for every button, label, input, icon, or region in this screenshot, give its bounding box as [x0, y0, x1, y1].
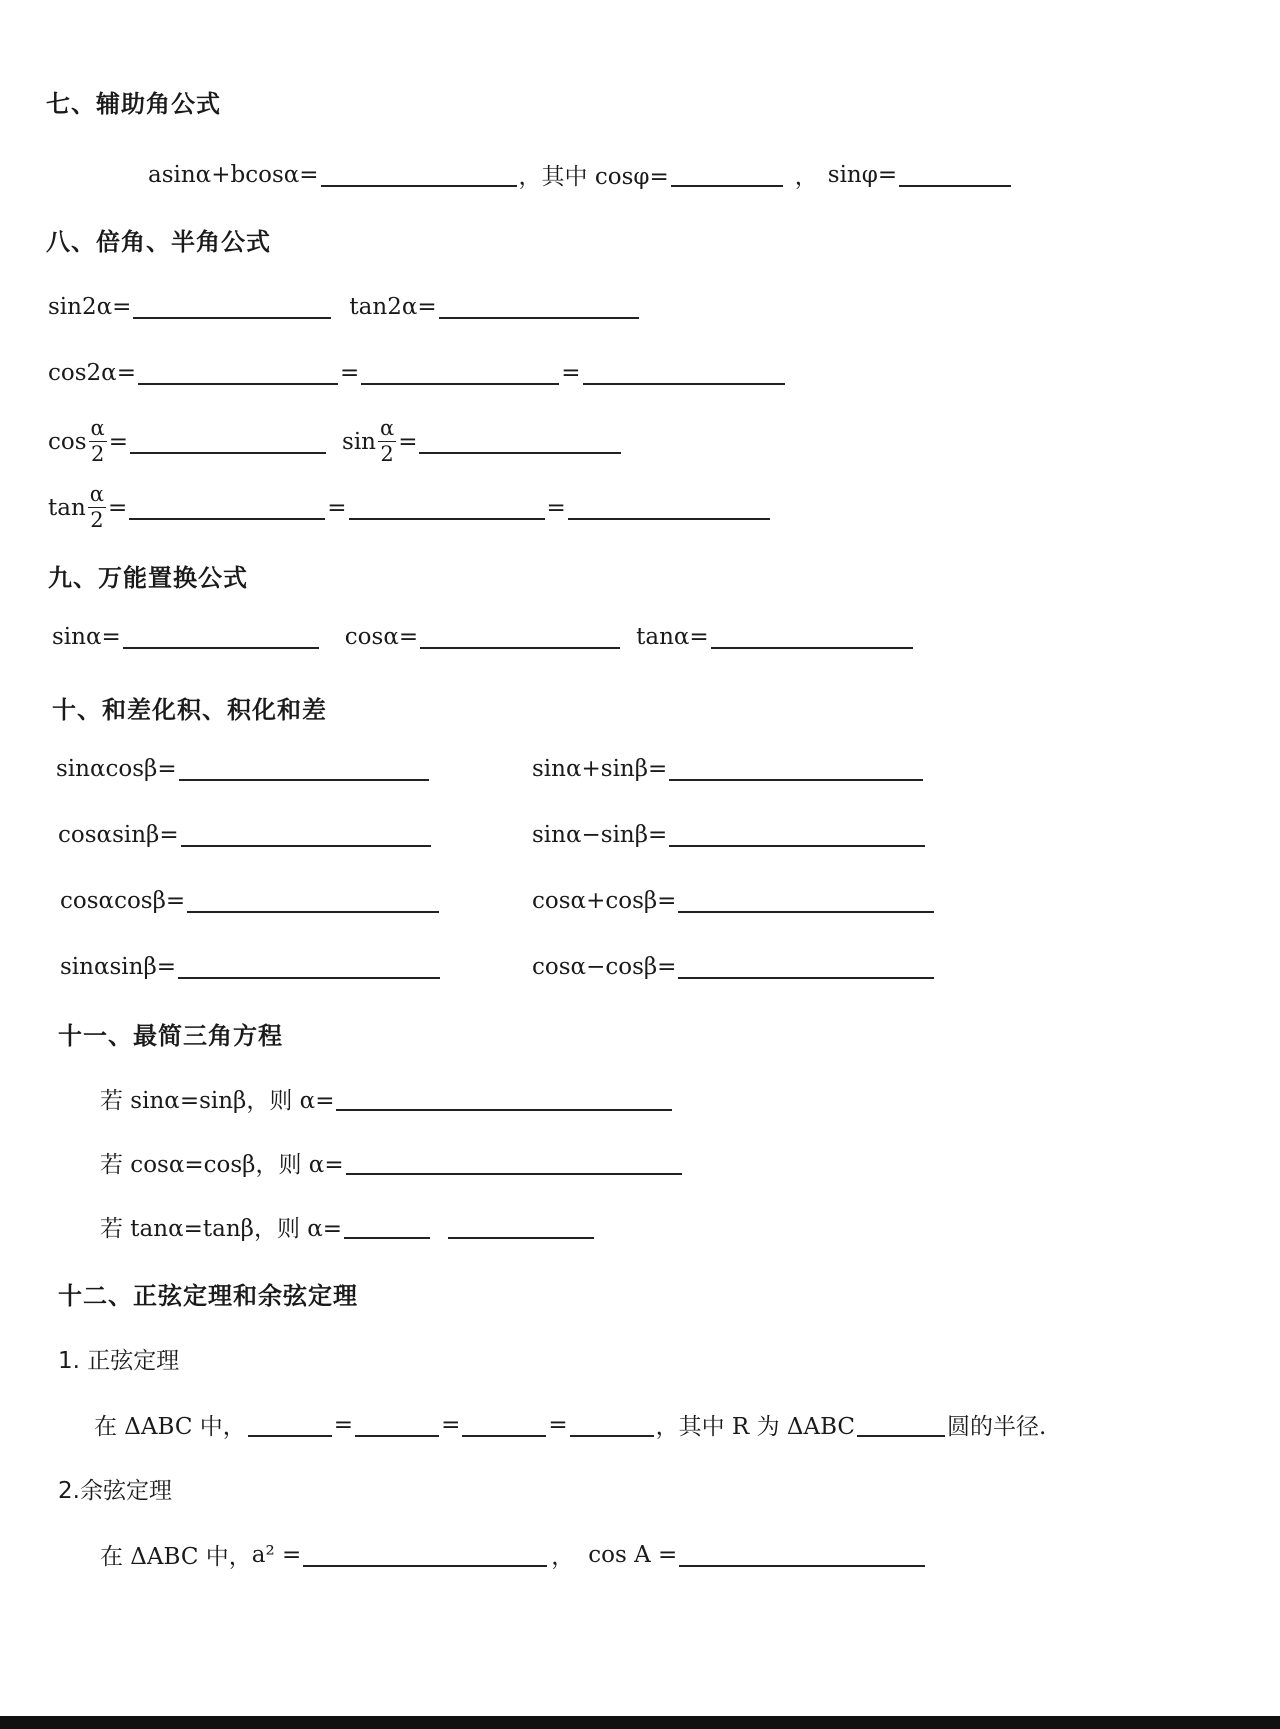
answer-blank[interactable] — [187, 889, 439, 913]
separator: ， — [794, 164, 818, 190]
half-angle-line-1 — [48, 418, 623, 465]
answer-blank[interactable] — [355, 1413, 439, 1437]
answer-blank[interactable] — [448, 1215, 594, 1239]
cosine-law-line — [100, 1538, 927, 1571]
formula-label: sinφ= — [827, 161, 898, 188]
formula-label: tan2α= — [349, 294, 437, 320]
product-to-sum-line — [60, 888, 441, 914]
section-10-heading: 十、和差化积、积化和差 — [52, 696, 327, 724]
equals-sign: = — [107, 494, 128, 521]
universal-substitution-line — [52, 624, 915, 650]
answer-blank[interactable] — [669, 757, 923, 781]
answer-blank[interactable] — [133, 295, 331, 319]
sine-law-subheading: 1. 正弦定理 — [58, 1348, 180, 1374]
answer-blank[interactable] — [669, 823, 925, 847]
formula-label: cos2α= — [48, 360, 136, 386]
equals-sign: = — [327, 494, 347, 521]
answer-blank[interactable] — [439, 295, 639, 319]
formula-label: cosα= — [344, 624, 419, 650]
answer-blank[interactable] — [336, 1087, 672, 1111]
section-12-heading: 十二、正弦定理和余弦定理 — [58, 1282, 358, 1310]
formula-label: 若 tanα=tanβ，则 α= — [100, 1216, 343, 1242]
answer-blank[interactable] — [462, 1413, 546, 1437]
equals-sign: = — [398, 428, 418, 455]
sum-to-product-line — [532, 822, 927, 848]
product-to-sum-line — [58, 822, 433, 848]
fraction — [378, 418, 396, 465]
answer-blank[interactable] — [711, 625, 913, 649]
answer-blank[interactable] — [679, 1543, 925, 1567]
answer-blank[interactable] — [570, 1413, 654, 1437]
equals-sign: = — [339, 360, 360, 386]
answer-blank[interactable] — [179, 757, 429, 781]
sum-to-product-line — [532, 954, 936, 980]
separator: ， — [551, 1544, 575, 1570]
formula-label: ，其中 R 为 ΔABC — [655, 1414, 856, 1440]
formula-label: cosα−cosβ= — [532, 954, 677, 980]
answer-blank[interactable] — [899, 163, 1011, 187]
formula-label: cosα+cosβ= — [532, 888, 677, 914]
trig-equation-line — [100, 1146, 684, 1179]
equals-sign: = — [441, 1411, 461, 1438]
formula-label: sinαsinβ= — [60, 954, 177, 980]
trig-equation-line — [100, 1210, 596, 1243]
auxiliary-angle-formula-line — [148, 158, 1013, 191]
formula-label: a² = — [251, 1541, 302, 1568]
answer-blank[interactable] — [181, 823, 431, 847]
fraction — [89, 418, 107, 465]
answer-blank[interactable] — [349, 496, 545, 520]
fraction-numerator: α — [90, 416, 105, 440]
formula-label: 在 ΔABC 中， — [94, 1414, 246, 1440]
trig-equation-line — [100, 1082, 674, 1115]
formula-label: tan — [48, 494, 86, 521]
double-angle-line-1 — [48, 294, 641, 320]
formula-label: cosαsinβ= — [58, 822, 179, 848]
product-to-sum-line — [56, 756, 431, 782]
equals-sign: = — [546, 494, 566, 521]
formula-label: sin — [342, 428, 376, 455]
formula-label: cosαcosβ= — [60, 888, 186, 914]
section-7-heading: 七、辅助角公式 — [46, 90, 221, 118]
fraction — [88, 484, 106, 531]
formula-label: sinα+sinβ= — [532, 756, 668, 782]
fraction-denominator: 2 — [90, 442, 105, 466]
answer-blank[interactable] — [344, 1215, 430, 1239]
answer-blank[interactable] — [130, 430, 326, 454]
formula-label: cos A = — [588, 1541, 678, 1568]
answer-blank[interactable] — [138, 361, 338, 385]
formula-label: cos — [48, 428, 87, 455]
answer-blank[interactable] — [321, 163, 517, 187]
double-angle-cos-line — [48, 360, 787, 386]
half-angle-tan-line — [48, 484, 772, 531]
answer-blank[interactable] — [129, 496, 325, 520]
equals-sign: = — [108, 428, 129, 455]
formula-label: ，其中 cosφ= — [518, 164, 669, 190]
sum-to-product-line — [532, 756, 925, 782]
answer-blank[interactable] — [123, 625, 319, 649]
section-8-heading: 八、倍角、半角公式 — [46, 228, 271, 256]
scan-edge-bar — [0, 1716, 1280, 1729]
cosine-law-subheading: 2.余弦定理 — [58, 1478, 172, 1504]
answer-blank[interactable] — [583, 361, 785, 385]
answer-blank[interactable] — [671, 163, 783, 187]
answer-blank[interactable] — [420, 625, 620, 649]
formula-label: tanα= — [636, 624, 709, 650]
answer-blank[interactable] — [678, 955, 934, 979]
equals-sign: = — [333, 1411, 354, 1438]
section-9-heading: 九、万能置换公式 — [48, 564, 248, 592]
formula-label: sinα= — [52, 624, 121, 650]
formula-label: 圆的半径. — [947, 1414, 1047, 1440]
answer-blank[interactable] — [361, 361, 559, 385]
formula-label: 若 sinα=sinβ，则 α= — [100, 1088, 335, 1114]
answer-blank[interactable] — [303, 1543, 547, 1567]
answer-blank[interactable] — [178, 955, 440, 979]
answer-blank[interactable] — [419, 430, 621, 454]
formula-label: sinα−sinβ= — [532, 822, 668, 848]
formula-label: 在 ΔABC 中， — [100, 1544, 252, 1570]
formula-label: sinαcosβ= — [56, 756, 177, 782]
formula-label: sin2α= — [48, 294, 132, 320]
sine-law-line — [94, 1408, 1046, 1441]
fraction-numerator: α — [380, 416, 395, 440]
equals-sign: = — [548, 1411, 568, 1438]
product-to-sum-line — [60, 954, 442, 980]
answer-blank[interactable] — [346, 1151, 682, 1175]
answer-blank[interactable] — [857, 1413, 945, 1437]
answer-blank[interactable] — [568, 496, 770, 520]
fraction-denominator: 2 — [380, 442, 394, 466]
equals-sign: = — [561, 360, 581, 386]
fraction-denominator: 2 — [90, 508, 104, 532]
formula-label: 若 cosα=cosβ，则 α= — [100, 1152, 344, 1178]
formula-label: asinα+bcosα= — [148, 161, 319, 188]
answer-blank[interactable] — [678, 889, 934, 913]
section-11-heading: 十一、最简三角方程 — [58, 1022, 283, 1050]
fraction-numerator: α — [89, 482, 104, 506]
answer-blank[interactable] — [248, 1413, 332, 1437]
sum-to-product-line — [532, 888, 936, 914]
